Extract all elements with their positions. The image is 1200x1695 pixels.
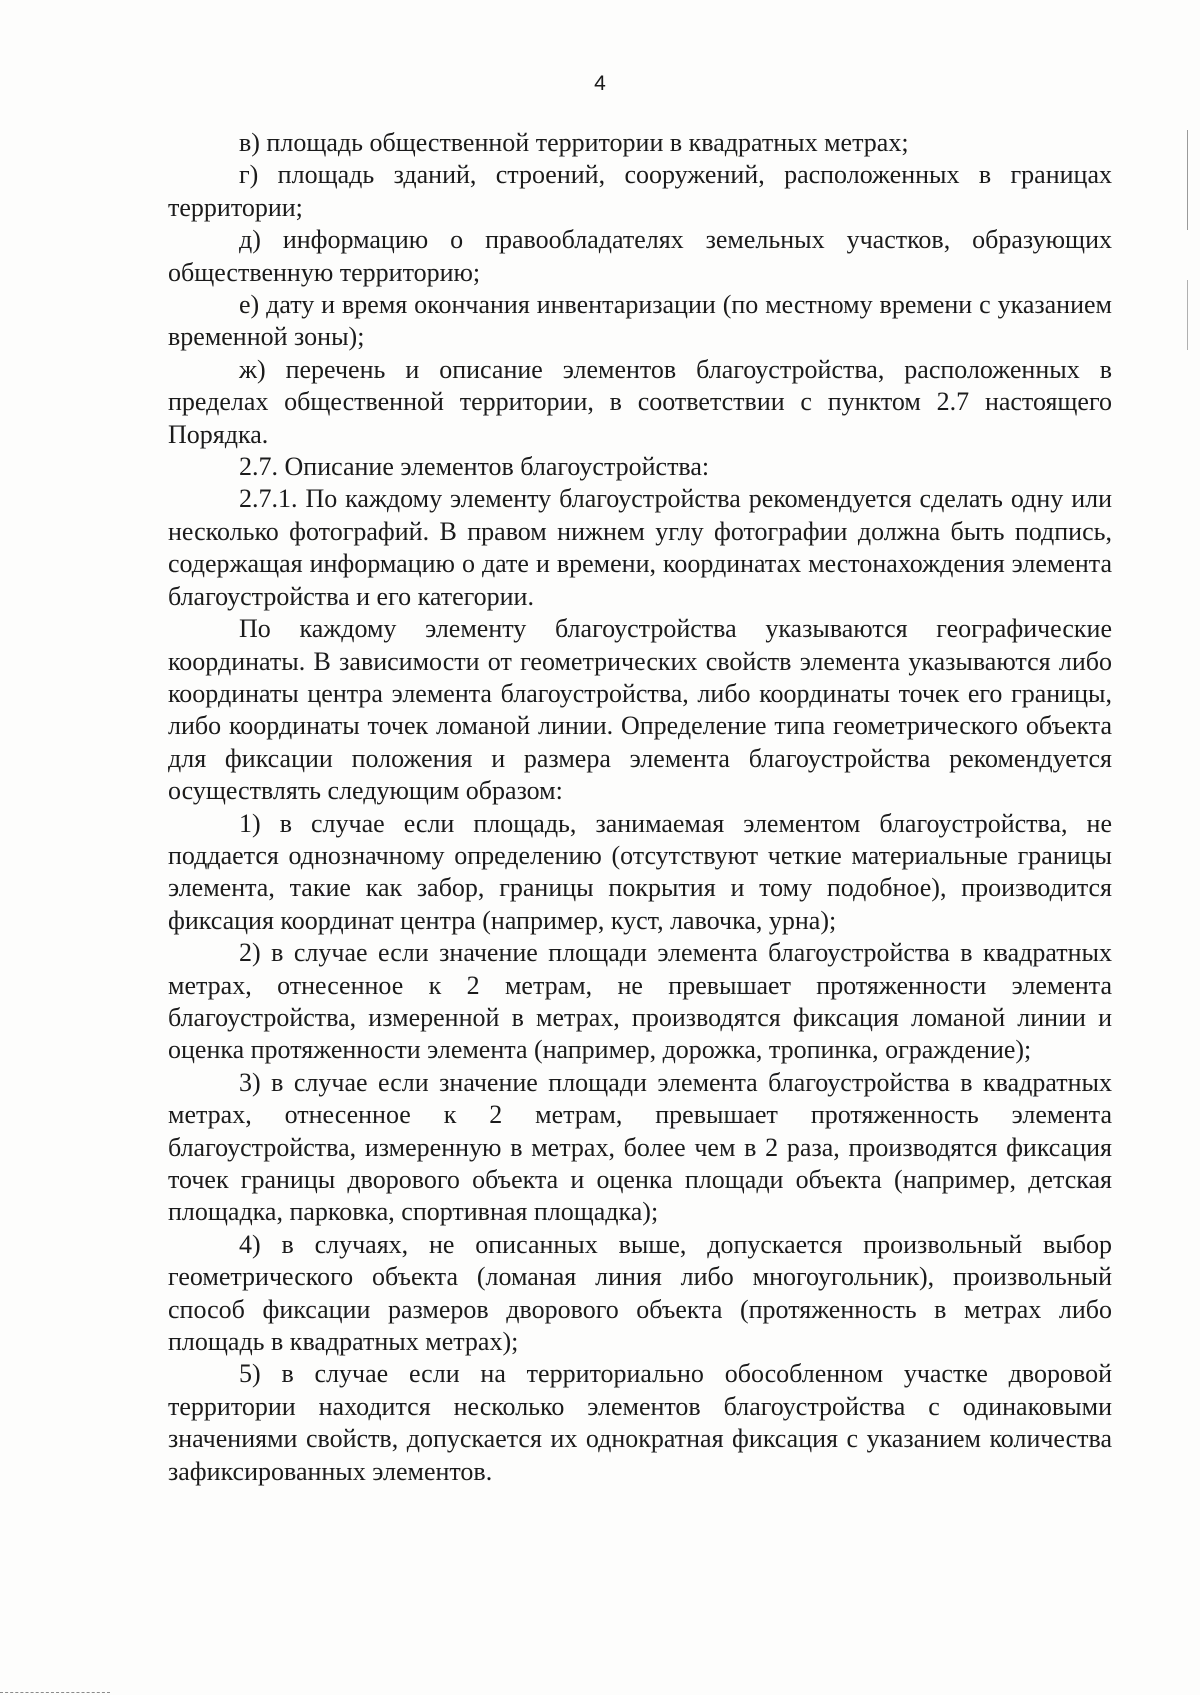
scan-edge-mark [1187,130,1188,230]
paragraph-coordinates: По каждому элементу благоустройства указываются географические координаты. В зависимости от геометрических свойств элемента указываются либо координаты центра элемента благоустройства, либо координаты точек его границы, либо координаты точек ломаной линии. Определение типа геометрического объекта для фиксации положения и размера элемента благоустройства рекомендуется осуществлять следующим образом: [168,614,1112,806]
paragraph-item-e: е) дату и время окончания инвентаризации (по местному времени с указанием временной зоны); [168,290,1112,352]
paragraph-item-zh: ж) перечень и описание элементов благоустройства, расположенных в пределах общественной территории, в соответствии с пунктом 2.7 настоящего Порядка. [168,354,1112,449]
page-number: 4 [594,72,606,95]
paragraph-2-7-1: 2.7.1. По каждому элементу благоустройства рекомендуется сделать одну или несколько фотографий. В правом нижнем углу фотографии должна быть подпись, содержащая информацию о дате и времени, координатах местонахождения элемента благоустройства и его категории. [168,484,1112,611]
paragraph-item-g: г) площадь зданий, строений, сооружений, расположенных в границах территории; [168,160,1112,222]
paragraph-item-d: д) информацию о правообладателях земельных участков, образующих общественную территорию; [168,225,1112,287]
paragraph-case-5: 5) в случае если на территориально обособленном участке дворовой территории находится несколько элементов благоустройства с одинаковыми значениями свойств, допускается их однократная фиксация с указанием количества зафиксированных элементов. [168,1359,1112,1486]
paragraph-case-1: 1) в случае если площадь, занимаемая элементом благоустройства, не поддается однозначному определению (отсутствуют четкие материальные границы элемента, такие как забор, границы покрытия и тому подобное), производится фиксация координат центра (например, куст, лавочка, урна); [168,808,1112,935]
document-body [168,127,1112,1488]
paragraph-case-3: 3) в случае если значение площади элемента благоустройства в квадратных метрах, отнесенное к 2 метрам, превышает протяженность элемента благоустройства, измеренную в метрах, более чем в 2 раза, производятся фиксация точек границы дворового объекта и оценка площади объекта (например, детская площадка, парковка, спортивная площадка); [168,1067,1112,1227]
paragraph-case-2: 2) в случае если значение площади элемента благоустройства в квадратных метрах, отнесенное к 2 метрам, не превышает протяженности элемента благоустройства, измеренной в метрах, производятся фиксация ломаной линии и оценка протяженности элемента (например, дорожка, тропинка, ограждение); [168,938,1112,1065]
scan-dash-mark [0,1691,110,1693]
section-heading-2-7: 2.7. Описание элементов благоустройства: [239,452,710,482]
scan-edge-mark [1187,280,1188,350]
paragraph-item-v: в) площадь общественной территории в квадратных метрах; [239,128,909,157]
paragraph-case-4: 4) в случаях, не описанных выше, допускается произвольный выбор геометрического объекта (ломаная линия либо многоугольник), произвольный способ фиксации размеров дворового объекта (протяженность в метрах либо площадь в квадратных метрах); [168,1229,1112,1357]
